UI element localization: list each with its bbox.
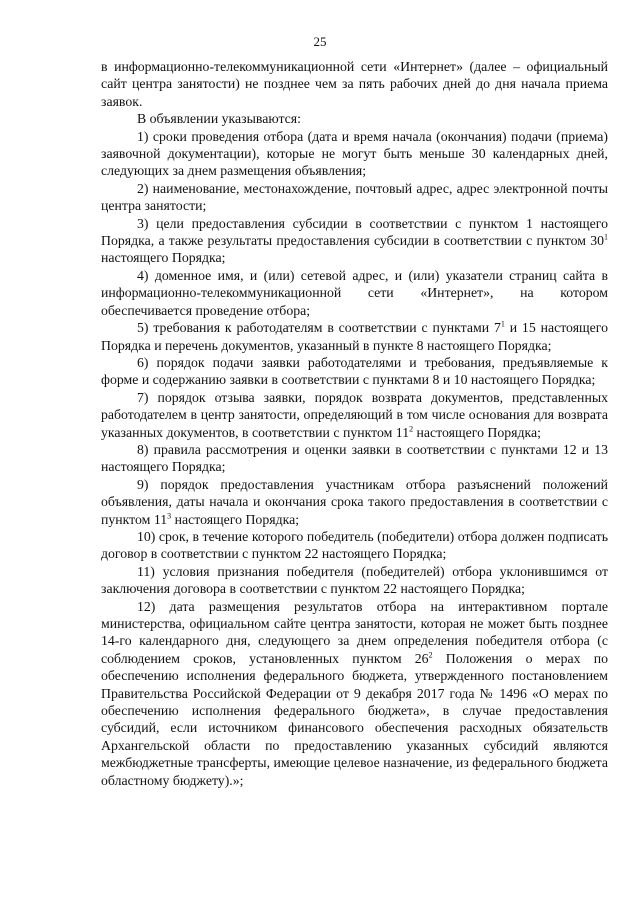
paragraph-item-3 xyxy=(101,215,608,267)
superscript: 2 xyxy=(428,650,433,660)
paragraph-announcement-heading: В объявлении указываются: xyxy=(137,111,301,127)
paragraph-item-7 xyxy=(101,389,608,441)
text-segment: настоящего Порядка; xyxy=(413,424,541,440)
text-segment: 9) порядок предоставления участникам отбора разъяснений положений объявления, даты начала и окончания срока такого предоставления в соответствии с пунктом 11 xyxy=(101,476,608,527)
paragraph-item-5 xyxy=(101,319,608,354)
paragraph-item-9 xyxy=(101,476,608,528)
text-segment: 7) порядок отзыва заявки, порядок возврата документов, представленных работодателем в центр занятости, определяющий в том числе основания для возврата указанных документов, в соответствии с пунктом 11 xyxy=(101,389,608,440)
paragraph-item-2: 2) наименование, местонахождение, почтовый адрес, адрес электронной почты центра занятости; xyxy=(101,180,608,214)
paragraph-item-10: 10) срок, в течение которого победитель (победители) отбора должен подписать договор в соответствии с пунктом 22 настоящего Порядка; xyxy=(101,528,608,562)
paragraph-item-11: 11) условия признания победителя (победителей) отбора уклонившимся от заключения договора в соответствии с пунктом 22 настоящего Порядка; xyxy=(101,563,608,597)
text-segment: 5) требования к работодателям в соответствии с пунктами 7 xyxy=(137,320,501,336)
superscript: 1 xyxy=(500,319,505,329)
text-segment: 3) цели предоставления субсидии в соответствии с пунктом 1 настоящего Порядка, а также результаты предоставления субсидии в соответствии с пунктом 30 xyxy=(101,215,608,249)
superscript: 2 xyxy=(409,423,414,433)
paragraph-item-6: 6) порядок подачи заявки работодателями и требования, предъявляемые к форме и содержанию заявки в соответствии с пунктами 8 и 10 настоящего Порядка; xyxy=(101,354,608,388)
text-segment: и 15 настоящего Порядка и перечень документов, указанный в пункте 8 настоящего Порядка; xyxy=(101,320,608,353)
text-segment: настоящего Порядка; xyxy=(171,511,300,527)
page-number: 25 xyxy=(313,34,327,49)
text-segment: настоящего Порядка; xyxy=(101,250,226,266)
paragraph-intro-continuation: в информационно-телекоммуникационной сети «Интернет» (далее – официальный сайт центра занятости) не позднее чем за пять рабочих дней до дня начала приема заявок. xyxy=(101,59,608,109)
document-body xyxy=(101,58,608,789)
superscript: 1 xyxy=(604,232,608,242)
superscript: 3 xyxy=(167,510,172,520)
paragraph-item-12 xyxy=(101,598,608,789)
text-segment: Положения о мерах по обеспечению исполнения федерального бюджета, утвержденного постановлением Правительства Российской Федерации от 9 декабря 2017 года № 1496 «О мерах по обеспечению исполнения федерального бюджета», в случае предоставления субсидий, если источником финансового обеспечения расходных обязательств Архангельской области по предоставлению указанных субсидий являются межбюджетные трансферты, имеющие целевое назначение, из федерального бюджета областному бюджету).»; xyxy=(101,650,608,788)
paragraph-item-1: 1) сроки проведения отбора (дата и время начала (окончания) подачи (приема) заявочной документации), которые не могут быть меньше 30 календарных дней, следующих за днем размещения объявления; xyxy=(101,128,608,179)
text-segment: 12) дата размещения результатов отбора на интерактивном портале министерства, официальном сайте центра занятости, которая не может быть позднее 14-го календарного дня, следующего за днем определения победителя отбора (с соблюдением сроков, установленных пунктом 26 xyxy=(101,598,608,666)
paragraph-item-8: 8) правила рассмотрения и оценки заявки в соответствии с пунктами 12 и 13 настоящего Порядка; xyxy=(101,441,608,475)
paragraph-item-4: 4) доменное имя, и (или) сетевой адрес, и (или) указатели страниц сайта в информационно-телекоммуникационной сети «Интернет», на котором обеспечивается проведение отбора; xyxy=(101,267,608,318)
